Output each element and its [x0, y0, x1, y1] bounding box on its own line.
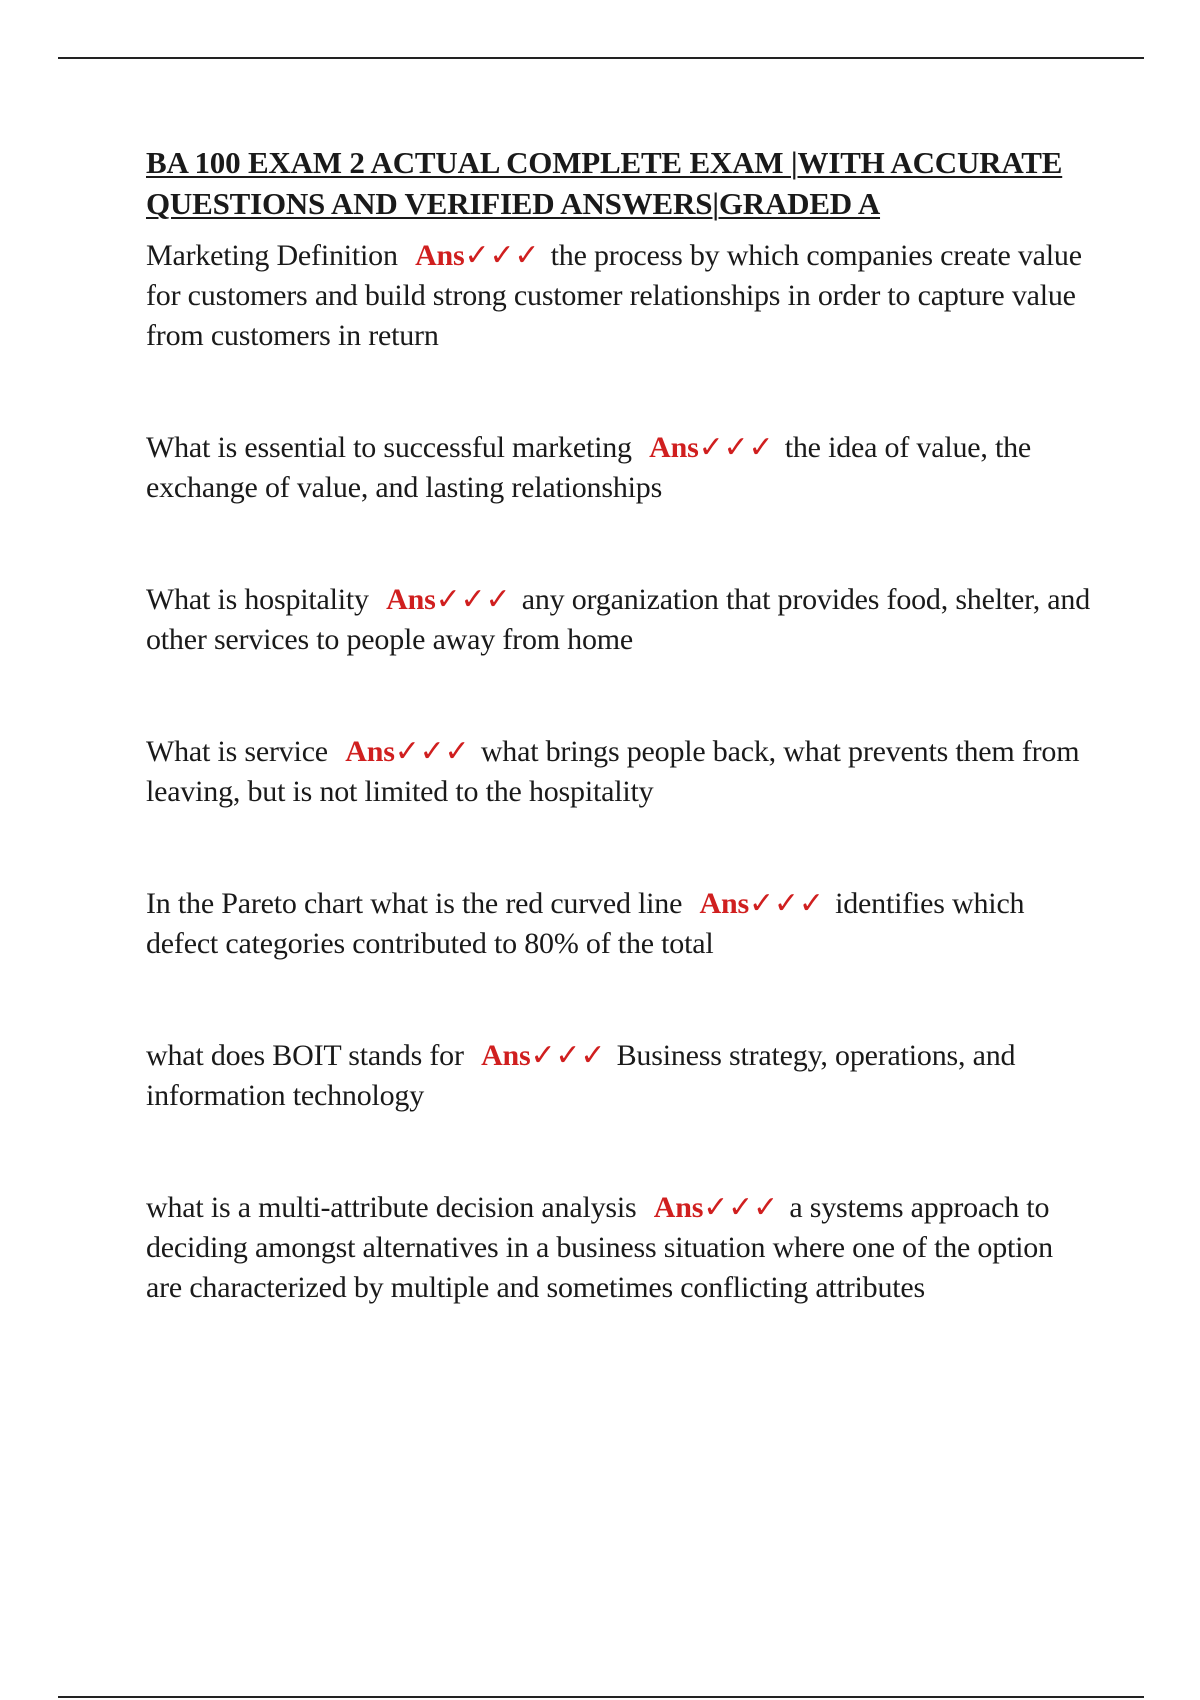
qa-item	[146, 428, 1096, 508]
answer-marker: Ans✓✓✓	[415, 239, 540, 272]
qa-item	[146, 1036, 1096, 1116]
answer-marker: Ans✓✓✓	[345, 735, 470, 768]
checkmark-icon: ✓✓✓	[698, 431, 774, 464]
qa-item	[146, 236, 1096, 356]
question-text: What is service	[146, 735, 328, 768]
checkmark-icon: ✓✓✓	[703, 1191, 779, 1224]
question-text: what does BOIT stands for	[146, 1039, 464, 1072]
qa-item	[146, 1188, 1096, 1308]
document-title: BA 100 EXAM 2 ACTUAL COMPLETE EXAM |WITH ACCURATE QUESTIONS AND VERIFIED ANSWERS|GRADED A	[146, 145, 1063, 221]
checkmark-icon: ✓✓✓	[435, 583, 511, 616]
answer-text: identifies which defect categories contributed to 80% of the total	[146, 887, 1025, 960]
qa-item	[146, 884, 1096, 964]
answer-marker: Ans✓✓✓	[653, 1191, 779, 1224]
answer-text: what brings people back, what prevents them from leaving, but is not limited to the hospitality	[146, 735, 1080, 808]
question-text: What is hospitality	[146, 583, 369, 616]
qa-item	[146, 580, 1096, 660]
qa-item	[146, 732, 1096, 812]
answer-marker: Ans✓✓✓	[649, 431, 774, 464]
checkmark-icon: ✓✓✓	[748, 887, 824, 920]
answer-text: any organization that provides food, shelter, and other services to people away from home	[146, 583, 1091, 656]
answer-marker: Ans✓✓✓	[386, 583, 511, 616]
answer-text: Business strategy, operations, and information technology	[146, 1039, 1016, 1112]
bottom-divider	[58, 1696, 1144, 1698]
answer-text: the idea of value, the exchange of value, and lasting relationships	[146, 431, 1032, 504]
answer-marker: Ans✓✓✓	[699, 887, 824, 920]
question-text: Marketing Definition	[146, 239, 398, 272]
checkmark-icon: ✓✓✓	[464, 239, 540, 272]
answer-text: a systems approach to deciding amongst alternatives in a business situation where one of the option are characterized by multiple and sometimes conflicting attributes	[146, 1191, 1053, 1304]
document-body	[146, 142, 1096, 1308]
top-divider	[58, 57, 1144, 59]
question-text: What is essential to successful marketing	[146, 431, 632, 464]
answer-text: the process by which companies create value for customers and build strong customer relationships in order to capture value from customers in return	[146, 239, 1082, 352]
checkmark-icon: ✓✓✓	[394, 735, 470, 768]
question-text: what is a multi-attribute decision analysis	[146, 1191, 637, 1224]
question-text: In the Pareto chart what is the red curved line	[146, 887, 683, 920]
answer-marker: Ans✓✓✓	[481, 1039, 606, 1072]
checkmark-icon: ✓✓✓	[530, 1039, 606, 1072]
